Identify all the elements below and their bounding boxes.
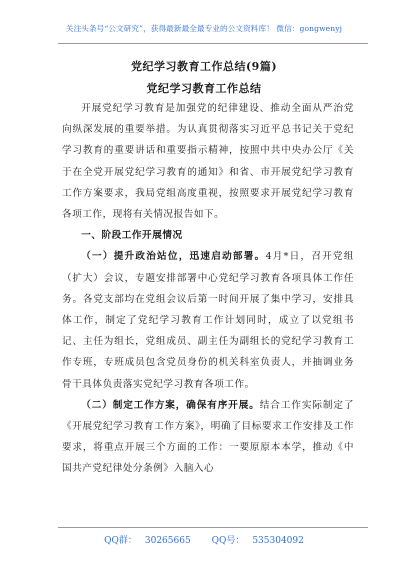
qq-group-label: QQ群： bbox=[104, 536, 137, 546]
paragraph-1-lead: （一）提升政治站位，迅速启动部署。 bbox=[81, 251, 266, 263]
qq-contact bbox=[208, 536, 308, 546]
qq-group bbox=[100, 536, 195, 546]
paragraph-2-lead: （二）制定工作方案，确保有序开展。 bbox=[81, 399, 260, 411]
paragraph-2 bbox=[62, 395, 354, 480]
paragraph-1 bbox=[62, 246, 354, 394]
qq-label: QQ号： bbox=[211, 536, 245, 546]
qq-number: 535304092 bbox=[252, 536, 304, 546]
document-title: 党纪学习教育工作总结(9篇) bbox=[130, 60, 278, 73]
intro-paragraph: 开展党纪学习教育是加强党的纪律建设、推动全面从严治党向纵深发展的重要举措。为认真贯彻落实习近平总书记关于党纪学习教育的重要讲话和重要指示精神，按照中共中央办公厅《关于在全党开展党纪学习教育的通知》和省、市开展党纪学习教育工作方案要求，我局党组高度重视，按照要求开展党纪学习教育各项工作，现将有关情况报告如下。 bbox=[62, 103, 354, 221]
promo-header: 关注头条号“公文研究”，获得最新最全最专业的公文资料库！ 微信：gongwenyj bbox=[65, 24, 343, 33]
document-subtitle: 党纪学习教育工作总结 bbox=[146, 82, 262, 95]
footer-divider bbox=[58, 527, 368, 528]
header-divider bbox=[58, 43, 368, 44]
paragraph-1-text: 4月*日，召开党组（扩大）会议，专题安排部署中心党纪学习教育各项具体工作任务。各党支部均在党组会议后第一时间开展了集中学习，安排具体工作，制定了党纪学习教育工作计划同时，成立了以党组书记、主任为组长，党组成员、副主任为副组长的党纪学习教育工作专班，专班成员包含党员身份的机关科室负责人，并抽调业务骨干具体负责落实党纪学习教育各项工作。 bbox=[62, 251, 354, 390]
document-body bbox=[62, 98, 354, 480]
contact-footer bbox=[0, 533, 408, 546]
qq-group-number: 30265665 bbox=[144, 536, 191, 546]
section-heading: 一、阶段工作开展情况 bbox=[81, 230, 183, 242]
paragraph-2-text: 结合工作实际制定了《开展党纪学习教育工作方案》，明确了目标要求工作安排及工作要求，将重点开展三个方面的工作：一要原原本本学，推动《中国共产党纪律处分条例》入脑入心 bbox=[62, 399, 354, 475]
